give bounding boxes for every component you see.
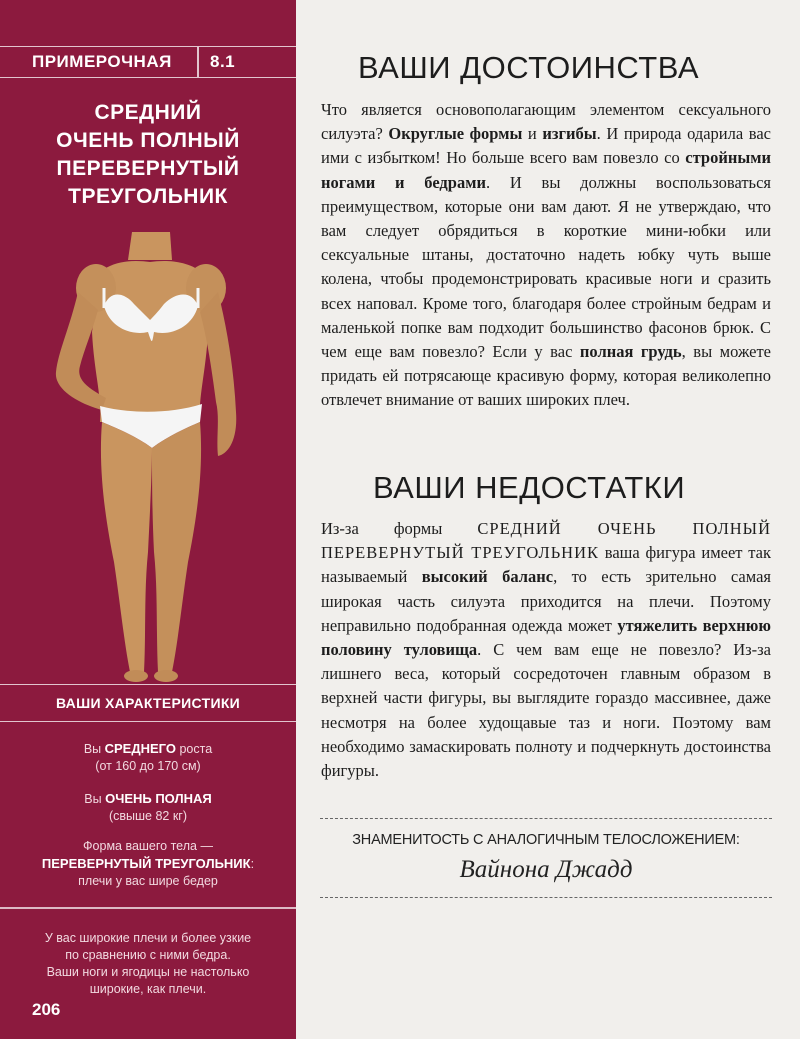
title-line: ПЕРЕВЕРНУТЫЙ — [56, 157, 240, 180]
type-name-text: СРЕДНИЙ ОЧЕНЬ ПОЛНЫЙ ПЕРЕВЕРНУТЫЙ ТРЕУГОЛЬНИК — [321, 519, 771, 563]
body-figure-illustration — [40, 232, 260, 684]
body-text: . И природа одарила вас ими с избытком! Но больше всего вам повезло со — [321, 124, 771, 168]
advantages-text — [321, 98, 771, 413]
body-text: и — [522, 124, 543, 144]
celebrity-label: ЗНАМЕНИТОСТЬ С АНАЛОГИЧНЫМ ТЕЛОСЛОЖЕНИЕМ: — [352, 832, 740, 848]
emphasis-text: высокий баланс — [421, 567, 554, 587]
emphasis-text: стройными ногами и бедрами — [321, 148, 771, 192]
title-line: ТРЕУГОЛЬНИК — [68, 185, 228, 208]
height-trait — [0, 740, 296, 775]
section-separator — [197, 47, 199, 77]
shape-trait — [0, 838, 296, 890]
shape-detail: плечи у вас шире бедер — [78, 874, 218, 888]
characteristics-header: ВАШИ ХАРАКТЕРИСТИКИ — [0, 684, 296, 722]
height-line: Вы СРЕДНЕГО роста — [83, 741, 213, 756]
height-value: СРЕДНЕГО — [104, 741, 176, 756]
celebrity-name: Вайнона Джадд — [459, 856, 633, 883]
disadvantages-text — [321, 517, 771, 783]
emphasis-text: Округлые формы — [388, 124, 523, 144]
weight-value: ОЧЕНЬ ПОЛНАЯ — [105, 791, 212, 806]
shape-line: Форма вашего тела — — [83, 839, 213, 853]
section-name: ПРИМЕРОЧНАЯ — [32, 52, 172, 71]
emphasis-text: изгибы — [542, 124, 597, 144]
emphasis-text: утяжелить верхнюю половину туловища — [321, 615, 771, 660]
note-line: широкие, как плечи. — [89, 982, 207, 996]
note-line: Ваши ноги и ягодицы не настолько — [46, 965, 250, 979]
note-line: У вас широкие плечи и более узкие — [44, 931, 252, 945]
weight-line: Вы ОЧЕНЬ ПОЛНАЯ — [84, 791, 212, 806]
sidebar-divider — [0, 907, 296, 909]
body-type-title — [0, 99, 296, 211]
sidebar — [0, 0, 296, 1039]
disadvantages-heading: ВАШИ НЕДОСТАТКИ — [373, 470, 686, 505]
body-text: ваша фигура имеет так называемый — [321, 543, 772, 587]
note-line: по сравнению с ними бедра. — [65, 948, 231, 962]
body-text: , то есть зрительно самая широкая часть силуэта приходится на плечи. Поэтому неправильно подобранная одежда может — [321, 567, 771, 635]
page-number: 206 — [32, 1000, 61, 1019]
title-line: СРЕДНИЙ — [94, 101, 202, 124]
celebrity-divider-top — [320, 818, 772, 819]
weight-detail: (свыше 82 кг) — [108, 809, 188, 823]
height-detail: (от 160 до 170 см) — [95, 759, 201, 773]
body-text: Что является основополагающим элементом сексуального силуэта? — [321, 100, 771, 144]
section-number: 8.1 — [210, 52, 236, 71]
sidebar-note — [0, 930, 296, 998]
section-label — [0, 46, 296, 78]
body-text: . С чем вам еще не повезло? Из-за лишнего веса, который сосредоточен главным образом в верхней части фигуры, вы выглядите гораздо массивнее, даже несмотря на более худощавые таз и ноги. Поэтому вам необходимо замаскировать полноту и подчеркнуть достоинства фигуры. — [321, 640, 771, 781]
body-text: . И вы должны воспользоваться преимуществом, которые они вам дают. Я не утверждаю, что вам следует обрядиться в короткие мини-юбки или сексуальные штаны, достаточно надеть юбку чуть выше колена, чтобы продемонстрировать красивые ноги и сразить всех наповал. Кроме того, благодаря более стройным бедрам и маленькой попке вам подходит большинство фасонов брюк. С чем еще вам повезло? Если у вас — [321, 172, 771, 362]
advantages-heading: ВАШИ ДОСТОИНСТВА — [358, 50, 700, 85]
emphasis-text: полная грудь — [579, 342, 682, 362]
shape-value: ПЕРЕВЕРНУТЫЙ ТРЕУГОЛЬНИК — [41, 856, 251, 871]
body-text: Из-за формы — [321, 519, 478, 538]
shape-value-line: ПЕРЕВЕРНУТЫЙ ТРЕУГОЛЬНИК: — [41, 856, 255, 871]
weight-trait — [0, 790, 296, 825]
title-line: ОЧЕНЬ ПОЛНЫЙ — [56, 129, 240, 152]
body-text: , вы можете придать ей потрясающе красивую форму, которая великолепно отвлечет внимание от ваших широких плеч. — [321, 342, 771, 410]
celebrity-divider-bottom — [320, 897, 772, 898]
